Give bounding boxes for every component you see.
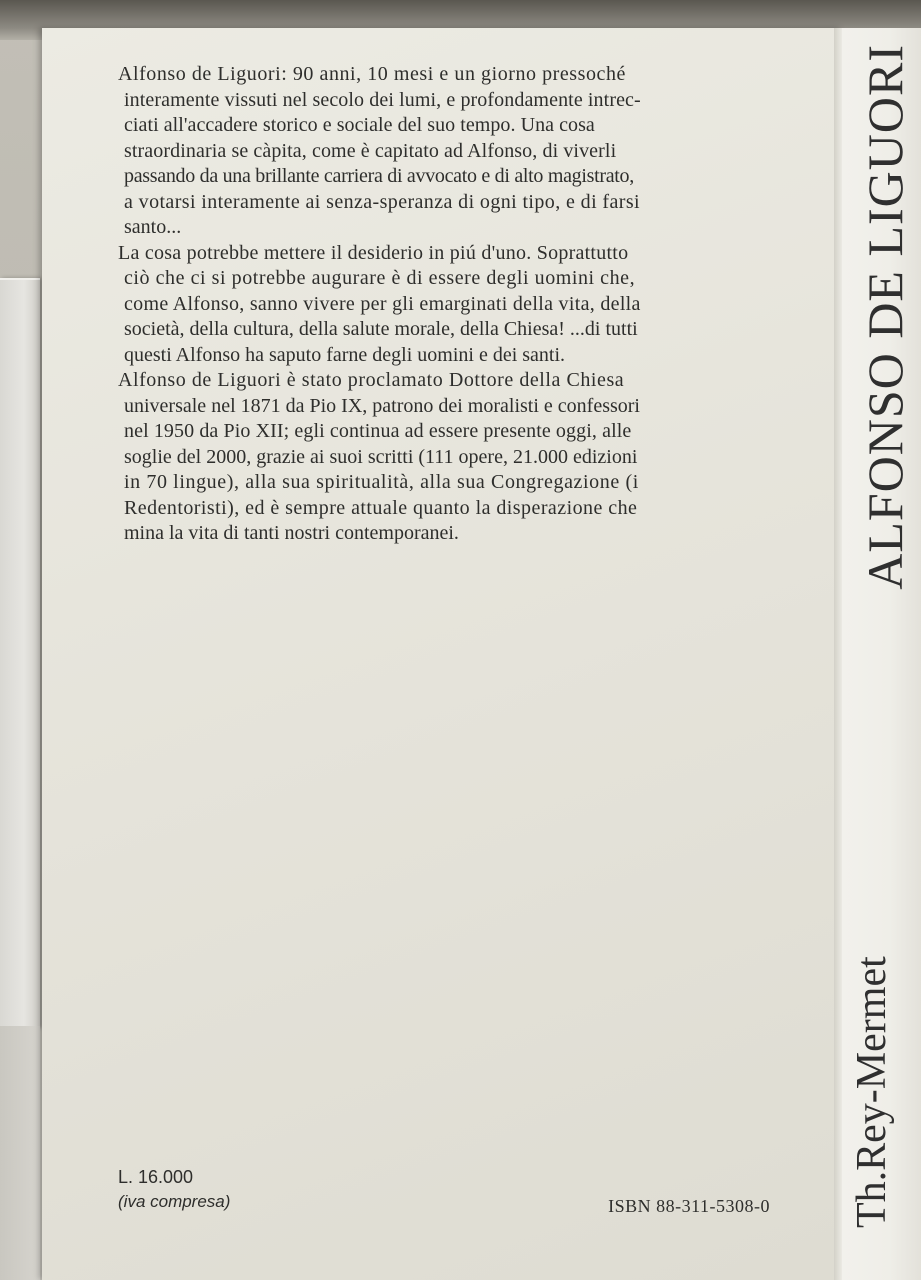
blurb-line: questi Alfonso ha saputo farne degli uomini e dei santi.	[124, 343, 566, 366]
blurb-line: ciò che ci si potrebbe augurare è di essere degli uomini che,	[124, 267, 636, 289]
blurb-line: La cosa potrebbe mettere il desiderio in piú d'uno. Soprattutto	[118, 241, 629, 264]
blurb-line: in 70 lingue), alla sua spiritualità, alla sua Congregazione (i	[124, 471, 639, 493]
blurb-line: universale nel 1871 da Pio IX, patrono dei moralisti e confessori	[124, 394, 640, 417]
blurb-line: Alfonso de Liguori: 90 anni, 10 mesi e un giorno pressoché	[118, 63, 626, 85]
blurb-line: straordinaria se càpita, come è capitato ad Alfonso, di viverli	[124, 139, 617, 162]
blurb-paragraph-1	[118, 62, 744, 241]
spine-author: Th.Rey-Mermet	[849, 956, 895, 1228]
blurb-paragraph-2	[118, 241, 744, 369]
blurb-line: passando da una brillante carriera di avvocato e di alto magistrato,	[124, 165, 634, 187]
isbn-label: ISBN 88-311-5308-0	[608, 1196, 770, 1216]
blurb-line: interamente vissuti nel secolo dei lumi, e profondamente intrec-	[124, 88, 641, 111]
blurb-line: società, della cultura, della salute morale, della Chiesa! ...di tutti	[124, 318, 638, 340]
back-cover-blurb	[118, 62, 744, 547]
adjacent-book-base	[0, 1026, 40, 1280]
blurb-line: nel 1950 da Pio XII; egli continua ad essere presente oggi, alle	[124, 420, 632, 442]
blurb-line: Alfonso de Liguori è stato proclamato Dottore della Chiesa	[118, 369, 625, 391]
blurb-line: a votarsi interamente ai senza-speranza di ogni tipo, e di farsi	[124, 190, 640, 213]
adjacent-book	[0, 278, 40, 1028]
blurb-line: mina la vita di tanti nostri contemporanei.	[124, 522, 459, 544]
price-note: (iva compresa)	[118, 1192, 231, 1211]
blurb-paragraph-3	[118, 368, 744, 547]
blurb-line: soglie del 2000, grazie ai suoi scritti (111 opere, 21.000 edizioni	[124, 445, 638, 468]
price-label: L. 16.000	[118, 1167, 194, 1187]
blurb-line: ciati all'accadere storico e sociale del suo tempo. Una cosa	[124, 114, 595, 136]
spine-title: ALFONSO DE LIGUORI	[857, 44, 913, 590]
blurb-line: Redentoristi), ed è sempre attuale quanto la disperazione che	[124, 496, 638, 519]
blurb-line: santo...	[124, 216, 182, 238]
blurb-line: come Alfonso, sanno vivere per gli emarginati della vita, della	[124, 292, 641, 315]
